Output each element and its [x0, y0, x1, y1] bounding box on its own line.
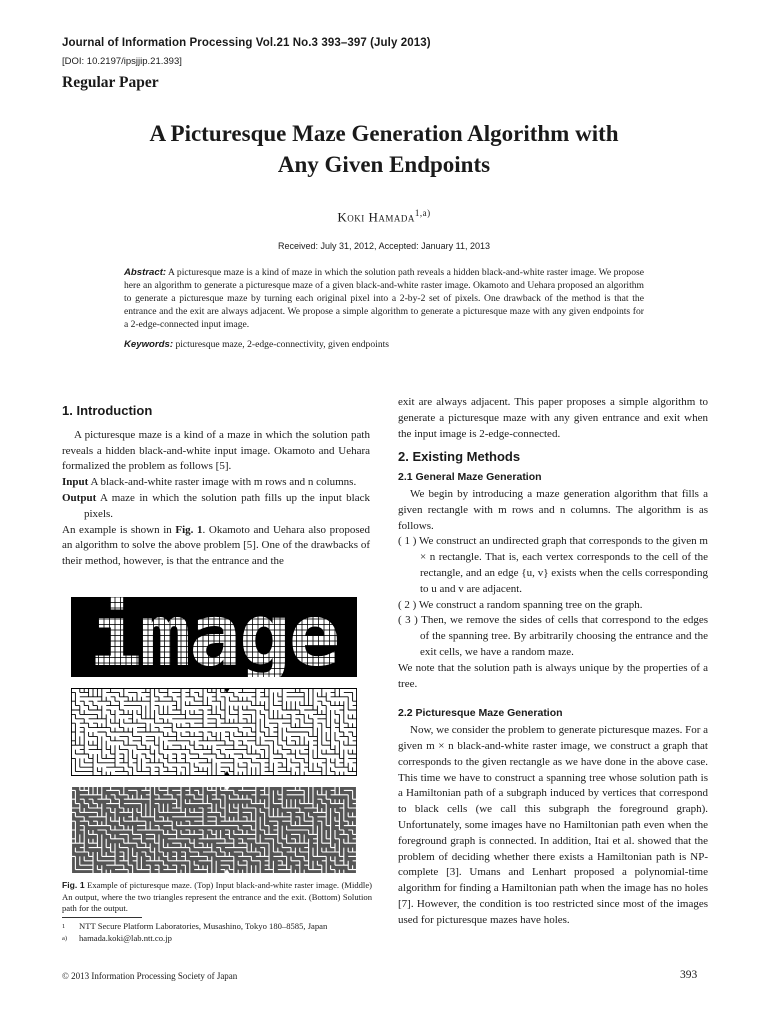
- algorithm-step-3: ( 3 ) Then, we remove the sides of cells that correspond to the edges of the spanning tree. By arbitrarily choosing the entrance and the exit cells, we have a random maze.: [398, 614, 708, 658]
- paragraph-2-1: We begin by introducing a maze generation algorithm that fills a given rectangle with m rows and n columns. The algorithm is as follows.: [398, 487, 708, 532]
- paper-title: [0, 118, 768, 180]
- doi[interactable]: [DOI: 10.2197/ipsjjip.21.393]: [62, 56, 182, 67]
- paragraph-2-1-note: We note that the solution path is always unique by the properties of a tree.: [398, 661, 708, 690]
- pixel-grid: [71, 597, 357, 677]
- author-affiliation-mark: 1,a): [414, 208, 431, 218]
- author-name: Koki Hamada: [337, 209, 415, 225]
- figure-caption-label: Fig. 1: [62, 880, 85, 890]
- p2-text-a: An example is shown in: [62, 523, 176, 536]
- maze-wall-path: [71, 688, 357, 776]
- figure-input-image: [71, 597, 357, 677]
- figure-maze-solution: [71, 786, 357, 874]
- paragraph-2-2: Now, we consider the problem to generate picturesque mazes. For a given m × n black-and-white raster image, we construct a graph that corresponds to the given rectangle as we have done in the above case. This time we have to construct a spanning tree whose solution path is a Hamiltonian path of a subgraph induced by vertices that correspond to black cells (we call this subgraph the foreground graph). Unfortunately, some images have no Hamiltonian path even when the foreground graph is connected. In addition, Itai et al. showed that the problem of deciding whether there exists a Hamiltonian path is NP-complete [3]. Umans and Lenhart proposed a polynomial-time algorithm for finding a Hamiltonian path when the image has no holes [7]. However, the condition is too restricted since most of the images used for picturesque mazes have holes.: [398, 724, 709, 926]
- continued-paragraph: exit are always adjacent. This paper proposes a simple algorithm to generate a picturesque maze with any given entrance and exit when the input image is 2-edge-connected.: [398, 396, 708, 440]
- right-column: [398, 395, 708, 929]
- keywords: [124, 339, 644, 350]
- output-label: Output: [62, 491, 97, 504]
- problem-output: [62, 491, 370, 523]
- footnote-2: [62, 933, 372, 945]
- abstract-text: A picturesque maze is a kind of maze in which the solution path reveals a hidden black-and-white raster image. We propose here an algorithm to generate a picturesque maze of a given black-and-white raster image. Okamoto and Uehara proposed an algorithm to generate a picturesque maze by turning each original pixel into a 2-by-2 set of pixels. One drawback of the method is that the entrance and the exit are always adjacent. We propose a simple algorithm to generate a picturesque maze with any given endpoints for a 2-edge-connected input image.: [124, 267, 644, 330]
- journal-citation: Journal of Information Processing Vol.21 No.3 393–397 (July 2013): [62, 37, 431, 49]
- maze-walls: [71, 688, 357, 776]
- input-text: A black-and-white raster image with m rows and n columns.: [88, 476, 357, 489]
- algorithm-step-1: ( 1 ) We construct an undirected graph that corresponds to the given m × n rectangle. That is, each vertex corresponds to the cell of the rectangle, and an edge {u, v} exists when the cells corresponding to u and v are adjacent.: [398, 535, 708, 595]
- page-number: 393: [680, 969, 698, 981]
- abstract: [124, 266, 644, 331]
- maze-solution: [71, 786, 357, 874]
- intro-paragraph: A picturesque maze is a kind of a maze in which the solution path reveals a hidden black-and-white input image. Okamoto and Uehara formalized the problem as follows [5].: [62, 428, 370, 473]
- title-line-1: A Picturesque Maze Generation Algorithm with: [149, 121, 619, 146]
- input-raster-image: [71, 597, 357, 677]
- paper-type: Regular Paper: [62, 74, 159, 91]
- subsection-heading-2-2: 2.2 Picturesque Maze Generation: [398, 707, 563, 720]
- footnote-1-text: NTT Secure Platform Laboratories, Musashino, Tokyo 180–8585, Japan: [79, 921, 328, 931]
- subsection-heading-2-1: 2.1 General Maze Generation: [398, 471, 542, 484]
- input-label: Input: [62, 476, 89, 489]
- p2-text-b: . Okamoto and Uehara also proposed an algorithm to solve the above problem [5]. One of the drawbacks of their method, however, is that the entrance and the: [62, 523, 370, 568]
- section-heading-introduction: 1. Introduction: [62, 403, 153, 418]
- intro-paragraph-2: [62, 523, 370, 570]
- figure-reference[interactable]: Fig. 1: [175, 523, 203, 536]
- footnote-1: [62, 921, 372, 933]
- footnotes: [62, 921, 372, 944]
- figure-caption-text: Example of picturesque maze. (Top) Input black-and-white raster image. (Middle) An output, where the two triangles represent the entrance and the exit. (Bottom) Solution path for the output.: [62, 880, 372, 913]
- footer-copyright: © 2013 Information Processing Society of Japan: [62, 971, 238, 981]
- author: [0, 208, 768, 225]
- left-column: [62, 403, 370, 570]
- abstract-label: Abstract:: [124, 267, 167, 278]
- keywords-text: picturesque maze, 2-edge-connectivity, given endpoints: [173, 339, 390, 350]
- footnote-2-email[interactable]: hamada.koki@lab.ntt.co.jp: [79, 932, 172, 943]
- figure-caption: [62, 880, 372, 915]
- figure-maze-output: [71, 688, 357, 776]
- section-heading-existing-methods: 2. Existing Methods: [398, 449, 521, 465]
- problem-input: [62, 475, 370, 491]
- footnote-2-mark: a): [62, 934, 68, 942]
- footnote-1-mark: 1: [62, 923, 66, 930]
- received-dates: Received: July 31, 2012, Accepted: January 11, 2013: [278, 241, 490, 251]
- keywords-label: Keywords:: [124, 339, 174, 350]
- title-line-2: Any Given Endpoints: [277, 152, 491, 177]
- maze-output: [71, 688, 357, 776]
- algorithm-step-2: ( 2 ) We construct a random spanning tree on the graph.: [398, 598, 643, 611]
- output-text: A maze in which the solution path fills up the input black pixels.: [84, 491, 370, 520]
- footnote-divider: [62, 917, 142, 918]
